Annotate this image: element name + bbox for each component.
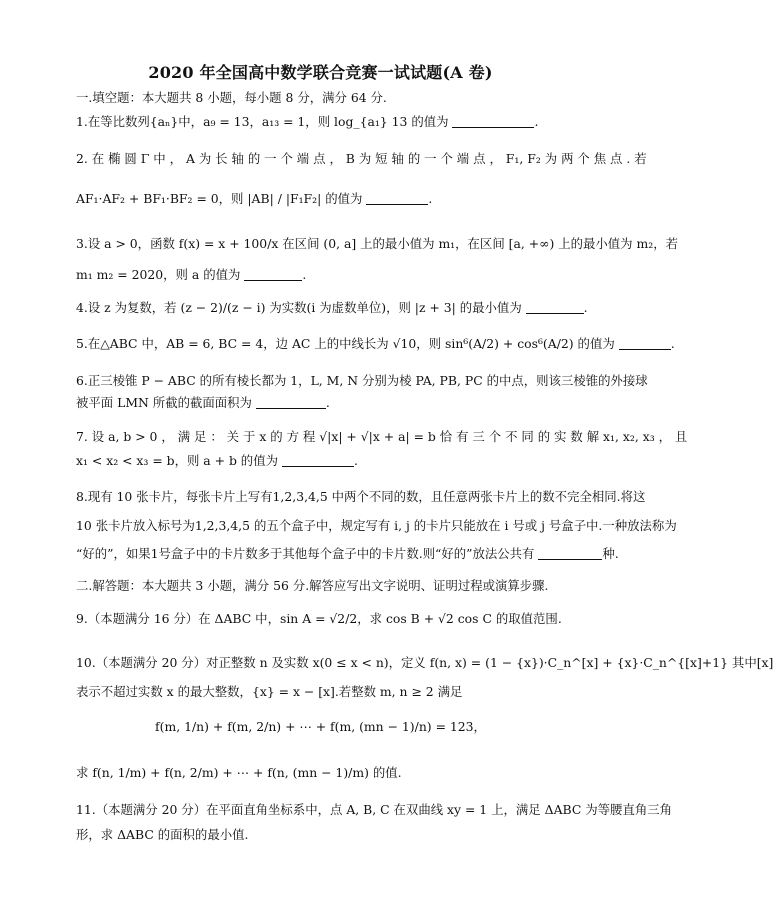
- page-title: 2020 年全国高中数学联合竞赛一试试题(A 卷): [148, 63, 493, 82]
- question-3-line-1: 3.设 a > 0，函数 f(x) = x + 100/x 在区间 (0, a] 上的最小值为 m₁，在区间 [a, +∞) 上的最小值为 m₂，若: [76, 236, 679, 251]
- answer-blank-1: [452, 115, 534, 128]
- question-1: 1.在等比数列{aₙ}中，a₉ = 13，a₁₃ = 1，则 log_{a₁} 13 的值为 .: [76, 114, 539, 129]
- question-6-line-1: 6.正三棱锥 P − ABC 的所有棱长都为 1，L, M, N 分别为棱 PA, PB, PC 的中点，则该三棱锥的外接球: [76, 373, 648, 388]
- question-4-text: 4.设 z 为复数，若 (z − 2)/(z − i) 为实数(i 为虚数单位)，则 |z + 3| 的最小值为: [76, 300, 522, 315]
- question-10-line-3: 求 f(n, 1/m) + f(n, 2/m) + ⋯ + f(n, (mn − 1)/m) 的值.: [76, 765, 402, 780]
- question-10-line-2: 表示不超过实数 x 的最大整数，{x} = x − [x].若整数 m, n ≥ 2 满足: [76, 684, 463, 699]
- question-6-text: 被平面 LMN 所截的截面面积为: [76, 395, 252, 410]
- question-6-line-2: 被平面 LMN 所截的截面面积为 .: [76, 395, 330, 410]
- question-2-line-2: AF₁·AF₂ + BF₁·BF₂ = 0，则 |AB| / |F₁F₂| 的值为 .: [76, 191, 433, 206]
- question-11-line-2: 形，求 ΔABC 的面积的最小值.: [76, 827, 249, 842]
- section-fill-in-header: 一.填空题：本大题共 8 小题，每小题 8 分，满分 64 分.: [76, 90, 387, 105]
- question-10-line-1: 10.（本题满分 20 分）对正整数 n 及实数 x(0 ≤ x < n)，定义 f(n, x) = (1 − {x})·C_n^[x] + {x}·C_n^{[x]+1} 其中[x]: [76, 655, 773, 670]
- answer-blank-2: [366, 192, 428, 205]
- question-5: 5.在△ABC 中，AB = 6, BC = 4，边 AC 上的中线长为 √10，则 sin⁶(A/2) + cos⁶(A/2) 的值为 .: [76, 336, 675, 351]
- answer-blank-4: [526, 301, 584, 314]
- question-2-line-1: 2. 在 椭 圆 Γ 中 ， A 为 长 轴 的 一 个 端 点 ， B 为 短 轴 的 一 个 端 点 ， F₁, F₂ 为 两 个 焦 点 . 若: [76, 151, 647, 166]
- question-5-text: 5.在△ABC 中，AB = 6, BC = 4，边 AC 上的中线长为 √10，则 sin⁶(A/2) + cos⁶(A/2) 的值为: [76, 336, 615, 351]
- question-11-line-1: 11.（本题满分 20 分）在平面直角坐标系中，点 A, B, C 在双曲线 xy = 1 上，满足 ΔABC 为等腰直角三角: [76, 802, 673, 817]
- question-7-text: x₁ < x₂ < x₃ = b，则 a + b 的值为: [76, 453, 278, 468]
- question-7-line-1: 7. 设 a, b > 0 ， 满 足 ： 关 于 x 的 方 程 √|x| + √|x + a| = b 恰 有 三 个 不 同 的 实 数 解 x₁, x₂, x₃ ， 且: [76, 429, 688, 444]
- question-8-line-3: [76, 545, 619, 563]
- answer-blank-3: [244, 268, 302, 281]
- section-solutions-header: 二.解答题：本大题共 3 小题，满分 56 分.解答应写出文字说明、证明过程或演算步骤.: [76, 578, 549, 593]
- answer-blank-5: [619, 337, 671, 350]
- question-8-line-1: 8.现有 10 张卡片，每张卡片上写有1,2,3,4,5 中两个不同的数，且任意两张卡片上的数不完全相同.将这: [76, 489, 646, 504]
- question-10-equation: f(m, 1/n) + f(m, 2/n) + ⋯ + f(m, (mn − 1)/n) = 123，: [155, 719, 486, 734]
- question-1-text: 1.在等比数列{aₙ}中，a₉ = 13，a₁₃ = 1，则 log_{a₁} 13 的值为: [76, 114, 449, 129]
- answer-blank-8: [538, 547, 602, 560]
- answer-blank-7: [282, 454, 354, 467]
- question-2-text: AF₁·AF₂ + BF₁·BF₂ = 0，则 |AB| / |F₁F₂| 的值为: [76, 191, 363, 206]
- question-8-line-2: 10 张卡片放入标号为1,2,3,4,5 的五个盒子中，规定写有 i, j 的卡片只能放在 i 号或 j 号盒子中.一种放法称为: [76, 518, 677, 533]
- question-8-text: “好的”，如果1号盒子中的卡片数多于其他每个盒子中的卡片数.则“好的”放法公共有: [76, 546, 535, 561]
- question-9: 9.（本题满分 16 分）在 ΔABC 中，sin A = √2/2，求 cos B + √2 cos C 的取值范围.: [76, 611, 562, 626]
- question-4: 4.设 z 为复数，若 (z − 2)/(z − i) 为实数(i 为虚数单位)，则 |z + 3| 的最小值为 .: [76, 300, 588, 315]
- answer-blank-6: [256, 396, 326, 409]
- question-7-line-2: x₁ < x₂ < x₃ = b，则 a + b 的值为 .: [76, 453, 358, 468]
- question-8-tail: 种.: [602, 546, 619, 561]
- question-3-text: m₁ m₂ = 2020，则 a 的值为: [76, 267, 241, 282]
- question-3-line-2: m₁ m₂ = 2020，则 a 的值为 .: [76, 267, 307, 282]
